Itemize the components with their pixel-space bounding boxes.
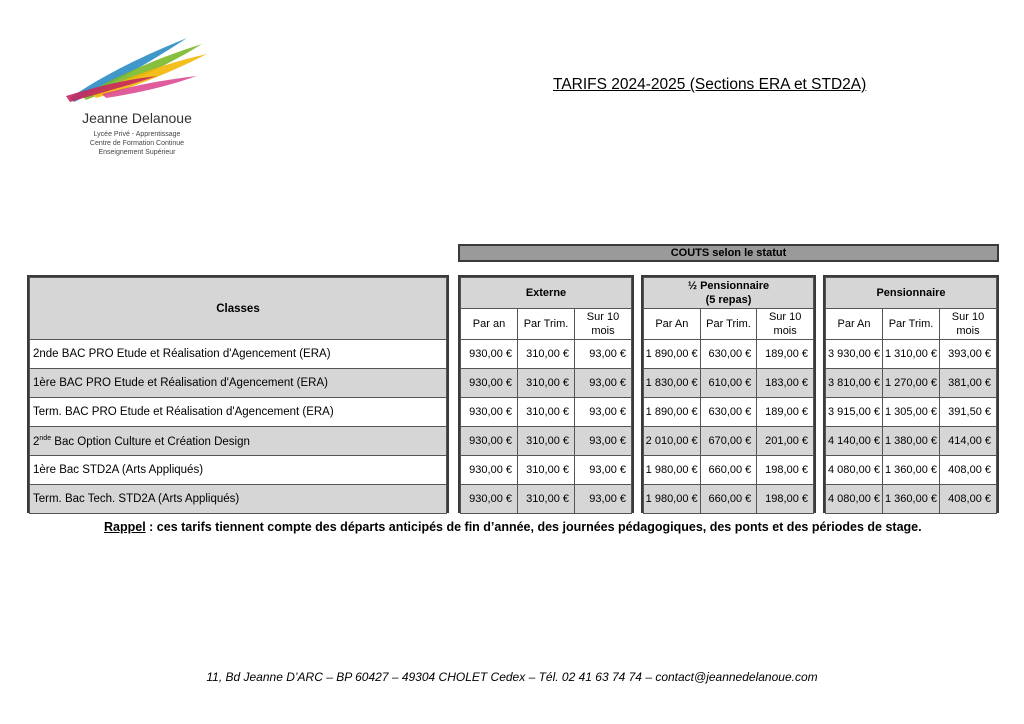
pension-cell: 3 930,00 € xyxy=(826,340,883,369)
demi-pensionnaire-title-line2: (5 repas) xyxy=(705,294,752,306)
externe-cell: 930,00 € xyxy=(461,369,518,398)
rappel-label: Rappel xyxy=(104,520,146,534)
demi-cell: 630,00 € xyxy=(700,398,757,427)
demi-cell: 2 010,00 € xyxy=(644,427,701,456)
pension-col-2: Par Trim. xyxy=(883,309,940,340)
externe-col-2: Par Trim. xyxy=(518,309,575,340)
pension-cell: 1 270,00 € xyxy=(883,369,940,398)
externe-cell: 310,00 € xyxy=(518,369,575,398)
class-row-4-prefix: 2 xyxy=(33,435,40,448)
school-logo xyxy=(62,36,212,166)
pension-cell: 408,00 € xyxy=(940,456,997,485)
demi-cell: 201,00 € xyxy=(757,427,814,456)
externe-cell: 930,00 € xyxy=(461,427,518,456)
demi-cell: 670,00 € xyxy=(700,427,757,456)
externe-cell: 310,00 € xyxy=(518,398,575,427)
rappel-note xyxy=(104,520,922,534)
demi-pensionnaire-title xyxy=(644,278,814,309)
pension-cell: 4 080,00 € xyxy=(826,456,883,485)
externe-cell: 310,00 € xyxy=(518,456,575,485)
footer-address: 11, Bd Jeanne D’ARC – BP 60427 – 49304 CHOLET Cedex – Tél. 02 41 63 74 74 – contact@jeannedelanoue.com xyxy=(206,670,818,684)
class-row-4-text: Bac Option Culture et Création Design xyxy=(51,435,250,448)
demi-col-1: Par An xyxy=(644,309,701,340)
pension-cell: 393,00 € xyxy=(940,340,997,369)
demi-pensionnaire-title-line1: ½ Pensionnaire xyxy=(687,280,770,292)
externe-col-3: Sur 10 mois xyxy=(575,309,632,340)
demi-cell: 660,00 € xyxy=(700,456,757,485)
demi-cell: 189,00 € xyxy=(757,398,814,427)
externe-cell: 93,00 € xyxy=(575,340,632,369)
class-row-4 xyxy=(30,427,447,456)
classes-header: Classes xyxy=(30,278,447,340)
pension-cell: 3 810,00 € xyxy=(826,369,883,398)
externe-col-1: Par an xyxy=(461,309,518,340)
externe-cell: 93,00 € xyxy=(575,369,632,398)
pension-cell: 4 080,00 € xyxy=(826,485,883,514)
demi-cell: 198,00 € xyxy=(757,485,814,514)
class-row-6: Term. Bac Tech. STD2A (Arts Appliqués) xyxy=(30,485,447,514)
classes-table xyxy=(27,275,449,513)
pension-cell: 3 915,00 € xyxy=(826,398,883,427)
demi-col-2: Par Trim. xyxy=(700,309,757,340)
demi-col-3: Sur 10 mois xyxy=(757,309,814,340)
externe-cell: 93,00 € xyxy=(575,398,632,427)
page-title: TARIFS 2024-2025 (Sections ERA et STD2A) xyxy=(553,76,867,93)
pension-col-3: Sur 10 mois xyxy=(940,309,997,340)
externe-cell: 310,00 € xyxy=(518,485,575,514)
demi-cell: 198,00 € xyxy=(757,456,814,485)
class-row-4-sup: nde xyxy=(39,434,52,442)
demi-pensionnaire-table xyxy=(641,275,816,513)
logo-line-3: Enseignement Supérieur xyxy=(98,149,176,156)
pension-cell: 1 360,00 € xyxy=(883,456,940,485)
class-row-2: 1ère BAC PRO Etude et Réalisation d'Agencement (ERA) xyxy=(30,369,447,398)
externe-cell: 93,00 € xyxy=(575,485,632,514)
demi-cell: 1 830,00 € xyxy=(644,369,701,398)
class-row-5: 1ère Bac STD2A (Arts Appliqués) xyxy=(30,456,447,485)
externe-cell: 930,00 € xyxy=(461,485,518,514)
pension-col-1: Par An xyxy=(826,309,883,340)
pension-cell: 408,00 € xyxy=(940,485,997,514)
costs-banner: COUTS selon le statut xyxy=(458,244,999,262)
externe-table xyxy=(458,275,634,513)
pensionnaire-title: Pensionnaire xyxy=(826,278,997,309)
externe-title: Externe xyxy=(461,278,632,309)
pension-cell: 1 305,00 € xyxy=(883,398,940,427)
demi-cell: 1 890,00 € xyxy=(644,398,701,427)
demi-cell: 630,00 € xyxy=(700,340,757,369)
externe-cell: 310,00 € xyxy=(518,340,575,369)
externe-cell: 930,00 € xyxy=(461,340,518,369)
logo-line-2: Centre de Formation Continue xyxy=(89,140,185,147)
logo-line-1: Lycée Privé - Apprentissage xyxy=(93,131,181,138)
logo-name: Jeanne Delanoue xyxy=(82,110,192,126)
demi-cell: 660,00 € xyxy=(700,485,757,514)
externe-cell: 930,00 € xyxy=(461,398,518,427)
pensionnaire-table xyxy=(823,275,999,513)
externe-cell: 930,00 € xyxy=(461,456,518,485)
pension-cell: 391,50 € xyxy=(940,398,997,427)
pension-cell: 1 380,00 € xyxy=(883,427,940,456)
demi-cell: 1 890,00 € xyxy=(644,340,701,369)
rappel-text: : ces tarifs tiennent compte des départs anticipés de fin d’année, des journées pédagogiques, des ponts et des périodes de stage. xyxy=(145,520,922,534)
pension-cell: 1 360,00 € xyxy=(883,485,940,514)
externe-cell: 310,00 € xyxy=(518,427,575,456)
pension-cell: 1 310,00 € xyxy=(883,340,940,369)
logo-brushstrokes-icon xyxy=(62,36,212,108)
demi-cell: 189,00 € xyxy=(757,340,814,369)
class-row-1: 2nde BAC PRO Etude et Réalisation d'Agencement (ERA) xyxy=(30,340,447,369)
demi-cell: 610,00 € xyxy=(700,369,757,398)
class-row-3: Term. BAC PRO Etude et Réalisation d'Agencement (ERA) xyxy=(30,398,447,427)
demi-cell: 1 980,00 € xyxy=(644,456,701,485)
externe-cell: 93,00 € xyxy=(575,456,632,485)
pension-cell: 381,00 € xyxy=(940,369,997,398)
demi-cell: 183,00 € xyxy=(757,369,814,398)
externe-cell: 93,00 € xyxy=(575,427,632,456)
pension-cell: 414,00 € xyxy=(940,427,997,456)
pension-cell: 4 140,00 € xyxy=(826,427,883,456)
demi-cell: 1 980,00 € xyxy=(644,485,701,514)
